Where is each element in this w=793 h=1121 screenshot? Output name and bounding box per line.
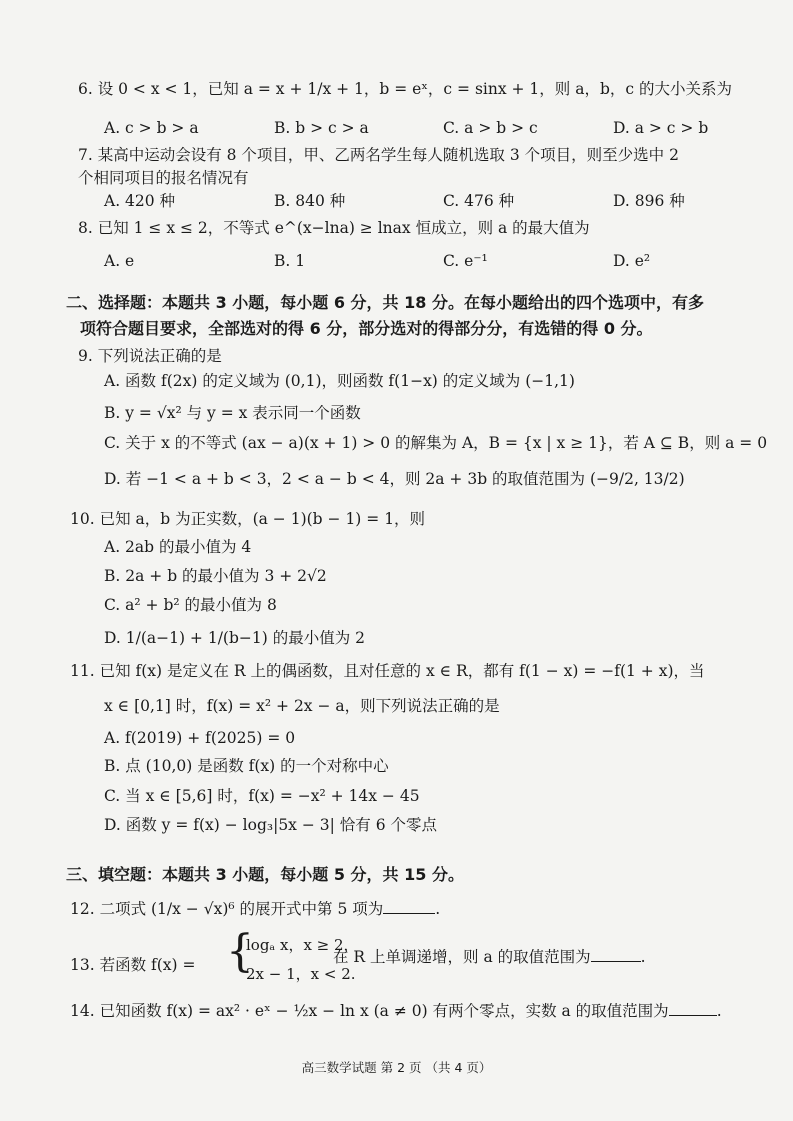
q9-option-b: B. y = √x² 与 y = x 表示同一个函数	[104, 404, 361, 422]
q8-stem: 8. 已知 1 ≤ x ≤ 2，不等式 e^(x−lna) ≥ lnax 恒成立，则 a 的最大值为	[78, 219, 590, 237]
page-footer: 高三数学试题 第 2 页 （共 4 页）	[301, 1060, 492, 1075]
q6-option-b: B. b > c > a	[274, 119, 369, 137]
q11-stem-line2: x ∈ [0,1] 时，f(x) = x² + 2x − a，则下列说法正确的是	[104, 697, 500, 715]
q6-stem: 6. 设 0 < x < 1，已知 a = x + 1/x + 1，b = eˣ，c = sinx + 1，则 a，b，c 的大小关系为	[78, 80, 732, 98]
q14-line	[70, 1000, 722, 1022]
q13-suffix-line	[333, 946, 646, 968]
q13-prefix: 13. 若函数 f(x) =	[70, 956, 196, 974]
q12-stem: 12. 二项式 (1/x − √x)⁶ 的展开式中第 5 项为	[70, 900, 384, 918]
q7-stem-line2: 个相同项目的报名情况有	[78, 169, 249, 187]
q13-end: .	[640, 948, 646, 966]
section3-heading: 三、填空题：本题共 3 小题，每小题 5 分，共 15 分。	[66, 865, 464, 884]
q13-brace: {	[226, 926, 254, 977]
section2-heading-line2: 项符合题目要求，全部选对的得 6 分，部分选对的得部分分，有选错的得 0 分。	[80, 319, 653, 338]
q13-case1: logₐ x，x ≥ 2，	[246, 936, 359, 954]
q9-option-d: D. 若 −1 < a + b < 3，2 < a − b < 4，则 2a + 3b 的取值范围为 (−9/2, 13/2)	[104, 470, 685, 488]
q12-answer-blank[interactable]	[383, 899, 435, 914]
q10-option-b: B. 2a + b 的最小值为 3 + 2√2	[104, 567, 327, 585]
q11-option-a: A. f(2019) + f(2025) = 0	[104, 729, 296, 747]
q12-end: .	[435, 900, 441, 918]
section2-heading-line1: 二、选择题：本题共 3 小题，每小题 6 分，共 18 分。在每小题给出的四个选项中，有多	[66, 293, 704, 312]
q6-option-d: D. a > c > b	[613, 119, 709, 137]
q10-option-d: D. 1/(a−1) + 1/(b−1) 的最小值为 2	[104, 629, 366, 647]
q10-option-a: A. 2ab 的最小值为 4	[104, 538, 252, 556]
q11-option-b: B. 点 (10,0) 是函数 f(x) 的一个对称中心	[104, 757, 389, 775]
q8-option-b: B. 1	[274, 252, 306, 270]
q13-suffix: 在 R 上单调递增，则 a 的取值范围为	[333, 948, 591, 966]
q9-option-a: A. 函数 f(2x) 的定义域为 (0,1)，则函数 f(1−x) 的定义域为 (−1,1)	[104, 372, 575, 390]
q11-option-c: C. 当 x ∈ [5,6] 时，f(x) = −x² + 14x − 45	[104, 787, 420, 805]
q10-option-c: C. a² + b² 的最小值为 8	[104, 596, 277, 614]
q9-stem: 9. 下列说法正确的是	[78, 347, 222, 365]
q11-option-d: D. 函数 y = f(x) − log₃|5x − 3| 恰有 6 个零点	[104, 816, 437, 834]
q8-option-a: A. e	[104, 252, 135, 270]
q12-line	[70, 898, 440, 920]
q6-option-a: A. c > b > a	[104, 119, 199, 137]
q7-stem-line1: 7. 某高中运动会设有 8 个项目，甲、乙两名学生每人随机选取 3 个项目，则至少选中 2	[78, 146, 679, 164]
q8-option-c: C. e⁻¹	[443, 252, 488, 270]
q13-case2: 2x − 1，x < 2.	[246, 965, 356, 983]
q14-end: .	[716, 1002, 722, 1020]
q14-stem: 14. 已知函数 f(x) = ax² · eˣ − ½x − ln x (a ≠ 0) 有两个零点，实数 a 的取值范围为	[70, 1002, 669, 1020]
q7-option-c: C. 476 种	[443, 192, 515, 210]
q9-option-c: C. 关于 x 的不等式 (ax − a)(x + 1) > 0 的解集为 A，B = {x | x ≥ 1}，若 A ⊆ B，则 a = 0	[104, 434, 768, 452]
q7-option-d: D. 896 种	[613, 192, 685, 210]
q7-option-b: B. 840 种	[274, 192, 346, 210]
q6-option-c: C. a > b > c	[443, 119, 538, 137]
q13-answer-blank[interactable]	[591, 947, 641, 962]
q14-answer-blank[interactable]	[669, 1001, 717, 1016]
q11-stem-line1: 11. 已知 f(x) 是定义在 R 上的偶函数，且对任意的 x ∈ R，都有 f(1 − x) = −f(1 + x)，当	[70, 662, 705, 680]
q8-option-d: D. e²	[613, 252, 651, 270]
q10-stem: 10. 已知 a，b 为正实数，(a − 1)(b − 1) = 1，则	[70, 510, 426, 528]
q7-option-a: A. 420 种	[104, 192, 176, 210]
